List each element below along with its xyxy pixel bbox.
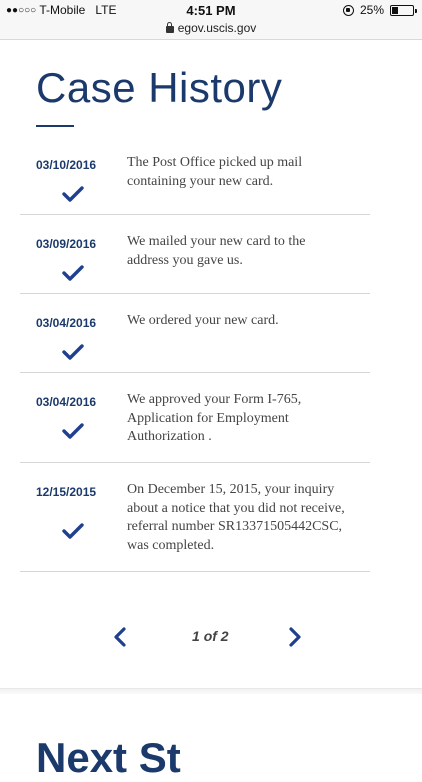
description-line: about a notice that you did not receive,: [127, 500, 345, 516]
checkmark-icon: [62, 523, 84, 539]
history-description: [127, 154, 377, 191]
page-separator: of: [203, 628, 217, 644]
pagination: [0, 626, 350, 648]
history-item: [20, 215, 370, 294]
next-page-icon[interactable]: [287, 626, 303, 648]
description-line: was completed.: [127, 537, 215, 553]
description-line: The Post Office picked up mail: [127, 155, 303, 170]
history-item: [20, 294, 370, 373]
battery-fill: [392, 7, 398, 14]
checkmark-icon: [62, 186, 84, 202]
clock: 4:51 PM: [186, 3, 236, 18]
case-history-list: [20, 140, 370, 572]
history-description: [127, 481, 377, 555]
history-description: [127, 233, 377, 270]
checkmark-icon: [62, 423, 84, 439]
description-line: We mailed your new card to the: [127, 234, 306, 249]
history-item: [20, 373, 370, 463]
history-date: 03/04/2016: [36, 316, 97, 330]
url-text: egov.uscis.gov: [177, 21, 257, 35]
address-bar[interactable]: [0, 21, 422, 35]
description-line: containing your new card.: [127, 173, 274, 189]
signal-strength-icon: ●●○○○: [6, 5, 37, 16]
description-line: Application for Employment: [127, 410, 289, 426]
title-underline: [36, 125, 74, 127]
history-date: 03/04/2016: [36, 395, 97, 409]
description-line: On December 15, 2015, your inquiry: [127, 482, 335, 497]
description-line: referral number SR13371505442CSC,: [127, 519, 343, 534]
lock-icon: [166, 26, 174, 33]
next-steps-title: Next St: [36, 734, 181, 781]
carrier-name: T-Mobile: [39, 3, 86, 17]
history-item: [20, 463, 370, 572]
description-line: We approved your Form I-765,: [127, 392, 302, 407]
description-line: We ordered your new card.: [127, 313, 279, 328]
description-line: Authorization .: [127, 429, 212, 444]
page-title: Case History: [36, 64, 283, 111]
section-divider: [0, 688, 422, 694]
total-pages: 2: [220, 628, 229, 644]
history-date: 12/15/2015: [36, 485, 97, 499]
network-type: LTE: [95, 3, 117, 17]
history-date: 03/10/2016: [36, 158, 97, 172]
status-bar: [0, 0, 422, 40]
battery-icon: [390, 5, 414, 16]
description-line: address you gave us.: [127, 252, 243, 268]
history-description: [127, 312, 377, 331]
checkmark-icon: [62, 265, 84, 281]
history-description: [127, 391, 377, 447]
checkmark-icon: [62, 344, 84, 360]
battery-percent: 25%: [359, 3, 384, 17]
current-page: 1: [192, 628, 200, 644]
history-item: [20, 140, 370, 215]
previous-page-icon[interactable]: [112, 626, 128, 648]
history-date: 03/09/2016: [36, 237, 97, 251]
rotation-lock-icon: [343, 5, 354, 16]
status-indicators: [343, 3, 414, 17]
page-indicator: [192, 628, 229, 644]
